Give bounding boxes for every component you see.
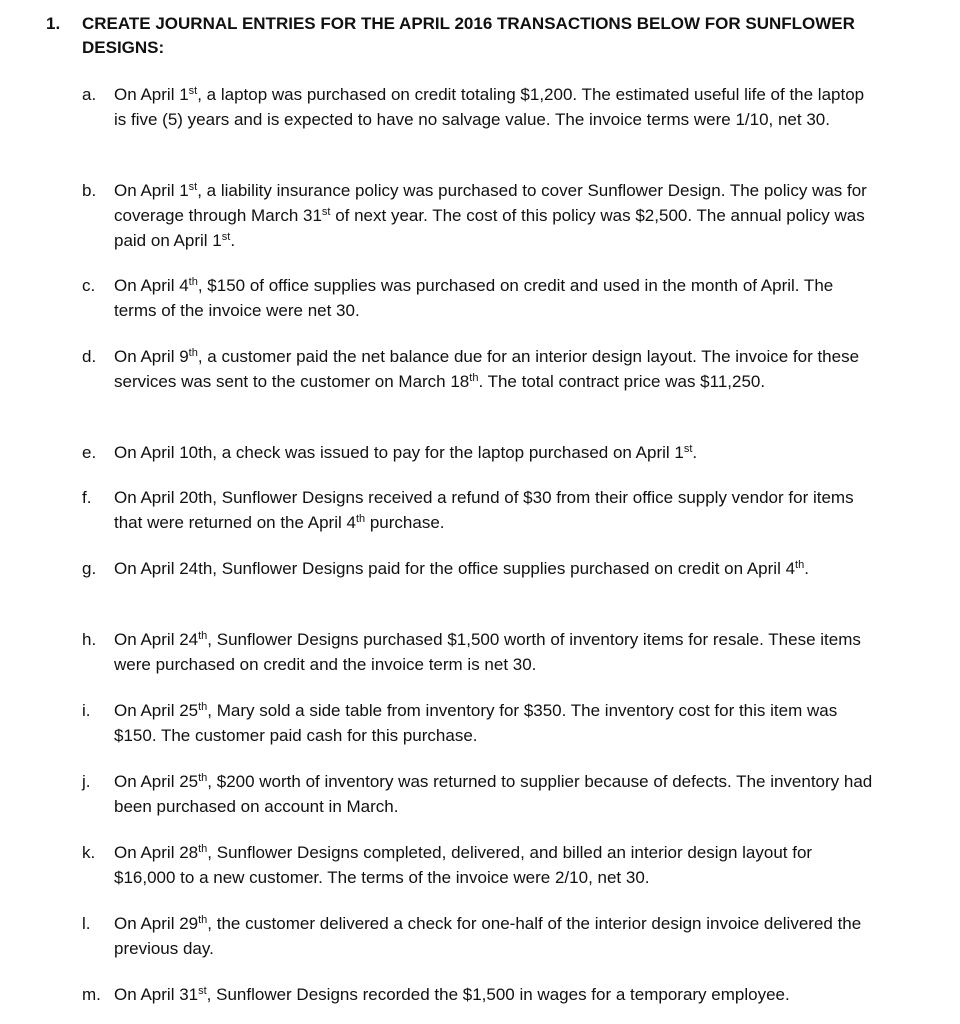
item-letter: k. xyxy=(82,843,96,862)
item-text xyxy=(114,556,874,581)
item-text-segment: , Mary sold a side table from inventory for $350. The inventory cost for this item was $150. The customer paid cash for this purchase. xyxy=(114,701,838,745)
item-text-segment: On April 31 xyxy=(114,985,199,1004)
item-letter: b. xyxy=(82,181,97,200)
question-number: 1. xyxy=(46,14,61,33)
transaction-item xyxy=(0,273,960,323)
item-text-segment: On April 9 xyxy=(114,347,189,366)
item-letter: f. xyxy=(82,488,92,507)
ordinal-suffix: th xyxy=(198,630,208,642)
item-letter: j. xyxy=(82,772,91,791)
ordinal-suffix: st xyxy=(321,206,331,218)
transaction-item xyxy=(0,627,960,677)
item-text xyxy=(114,485,874,535)
item-letter: g. xyxy=(82,559,97,578)
item-text xyxy=(114,769,874,819)
item-text-segment: , $150 of office supplies was purchased on credit and used in the month of April. The terms of the invoice were net 30. xyxy=(114,276,834,320)
item-text-segment: On April 29 xyxy=(114,914,199,933)
ordinal-suffix: th xyxy=(795,559,805,571)
item-text xyxy=(114,82,874,132)
item-letter: l. xyxy=(82,914,91,933)
item-text xyxy=(114,178,874,253)
item-text-segment: purchase. xyxy=(365,513,445,532)
item-text-segment: On April 10th, a check was issued to pay for the laptop purchased on April 1 xyxy=(114,443,684,462)
ordinal-suffix: st xyxy=(188,181,198,193)
item-text-segment: On April 28 xyxy=(114,843,199,862)
item-text xyxy=(114,982,874,1007)
ordinal-suffix: th xyxy=(198,843,208,855)
question-heading xyxy=(46,12,926,60)
item-text-segment: On April 24 xyxy=(114,630,199,649)
transaction-item xyxy=(0,82,960,132)
item-text-segment: . xyxy=(804,559,809,578)
item-letter: m. xyxy=(82,985,101,1004)
ordinal-suffix: th xyxy=(198,914,208,926)
transaction-item xyxy=(0,440,960,465)
item-text xyxy=(114,440,874,465)
transaction-item xyxy=(0,178,960,253)
transaction-item xyxy=(0,556,960,581)
item-text-segment: . xyxy=(692,443,698,462)
transaction-item xyxy=(0,769,960,819)
ordinal-suffix: th xyxy=(188,276,198,288)
transaction-item xyxy=(0,982,960,1007)
ordinal-suffix: st xyxy=(198,985,207,997)
item-letter: a. xyxy=(82,85,97,104)
item-letter: i. xyxy=(82,701,91,720)
item-text-segment: On April 25 xyxy=(114,701,199,720)
item-letter: h. xyxy=(82,630,97,649)
ordinal-suffix: st xyxy=(221,231,231,243)
item-text-segment: On April 25 xyxy=(114,772,199,791)
transaction-item xyxy=(0,840,960,890)
question-title: CREATE JOURNAL ENTRIES FOR THE APRIL 2016 TRANSACTIONS BELOW FOR SUNFLOWER DESIGNS: xyxy=(82,14,855,57)
item-text-segment: of next year. The cost of this policy was $2,500. The annual policy was paid on April 1 xyxy=(114,206,865,250)
ordinal-suffix: th xyxy=(355,513,366,525)
ordinal-suffix: th xyxy=(198,701,208,713)
ordinal-suffix: st xyxy=(683,443,693,455)
transaction-item xyxy=(0,485,960,535)
item-text xyxy=(114,273,874,323)
ordinal-suffix: st xyxy=(188,85,198,97)
transaction-item xyxy=(0,344,960,394)
item-text-segment: On April 24th, Sunflower Designs paid for the office supplies purchased on credit on April 4 xyxy=(114,559,796,578)
item-text-segment: , a customer paid the net balance due for an interior design layout. The invoice for these services was sent to the customer on March 18 xyxy=(114,347,860,391)
item-text-segment: , a liability insurance policy was purchased to cover Sunflower Design. The policy was for coverage through March 31 xyxy=(114,181,867,225)
item-text xyxy=(114,840,874,890)
item-letter: d. xyxy=(82,347,97,366)
item-text xyxy=(114,344,874,394)
item-text xyxy=(114,911,874,961)
item-text-segment: , Sunflower Designs purchased $1,500 worth of inventory items for resale. These items were purchased on credit and the invoice term is net 30. xyxy=(114,630,861,674)
item-text-segment: . xyxy=(230,231,236,250)
item-text xyxy=(114,627,874,677)
item-letter: c. xyxy=(82,276,96,295)
item-letter: e. xyxy=(82,443,97,462)
item-text-segment: On April 4 xyxy=(114,276,189,295)
item-text-segment: , Sunflower Designs recorded the $1,500 in wages for a temporary employee. xyxy=(206,985,790,1004)
ordinal-suffix: th xyxy=(469,372,479,384)
item-text-segment: On April 1 xyxy=(114,85,189,104)
ordinal-suffix: th xyxy=(198,772,208,784)
ordinal-suffix: th xyxy=(188,347,198,359)
item-text-segment: On April 20th, Sunflower Designs received a refund of $30 from their office supply vendor for items that were returned on the April 4 xyxy=(114,488,854,532)
item-text-segment: , a laptop was purchased on credit totaling $1,200. The estimated useful life of the laptop is five (5) years and is expected to have no salvage value. The invoice terms were 1/10, net 30. xyxy=(114,85,865,129)
item-text-segment: On April 1 xyxy=(114,181,189,200)
transaction-item xyxy=(0,698,960,748)
transaction-item xyxy=(0,911,960,961)
item-text xyxy=(114,698,874,748)
item-text-segment: , the customer delivered a check for one-half of the interior design invoice delivered the previous day. xyxy=(114,914,862,958)
item-text-segment: . The total contract price was $11,250. xyxy=(478,372,766,391)
item-text-segment: , Sunflower Designs completed, delivered, and billed an interior design layout for $16,000 to a new customer. The terms of the invoice were 2/10, net 30. xyxy=(114,843,813,887)
item-text-segment: , $200 worth of inventory was returned to supplier because of defects. The inventory had been purchased on account in March. xyxy=(114,772,873,816)
